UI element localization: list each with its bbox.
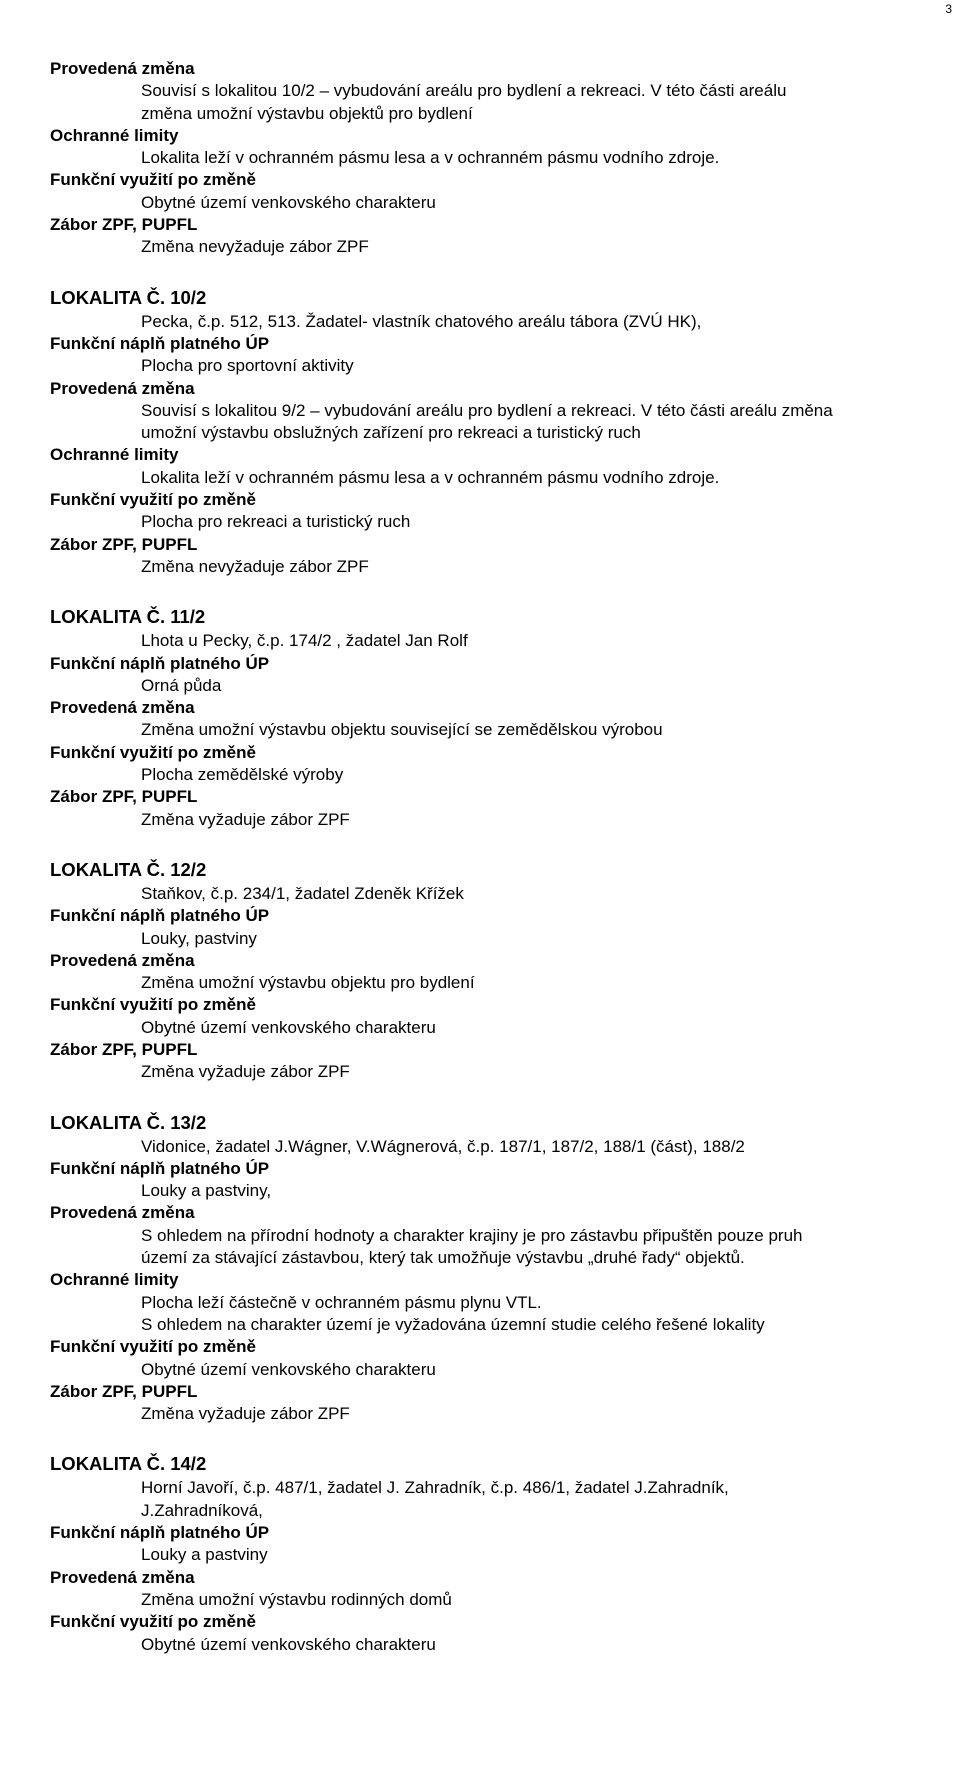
section-label-zabor: Zábor ZPF, PUPFL (50, 534, 198, 554)
text-line: Plocha zemědělské výroby (141, 765, 344, 785)
text-line: S ohledem na přírodní hodnoty a charakter krajiny je pro zástavbu připuštěn pouze pruh (141, 1225, 803, 1245)
section-label-ochranne-limity: Ochranné limity (50, 125, 179, 145)
locality-heading: LOKALITA Č. 12/2 (50, 858, 207, 880)
text-line: území za stávající zástavbou, který tak umožňuje výstavbu „druhé řady“ objektů. (141, 1248, 745, 1268)
section-label-zabor: Zábor ZPF, PUPFL (50, 1381, 198, 1401)
text-line: Změna umožní výstavbu objektu související se zemědělskou výrobou (141, 720, 663, 740)
text-line: Obytné území venkovského charakteru (141, 192, 436, 212)
section-label-provedena-zmena: Provedená změna (50, 59, 195, 78)
text-line: Změna vyžaduje zábor ZPF (141, 809, 350, 829)
section-label-zabor: Zábor ZPF, PUPFL (50, 787, 198, 807)
locality-heading: LOKALITA Č. 14/2 (50, 1453, 207, 1475)
locality-heading: LOKALITA Č. 13/2 (50, 1111, 207, 1133)
text-line: Louky a pastviny, (141, 1181, 272, 1201)
text-line: Souvisí s lokalitou 10/2 – vybudování areálu pro bydlení a rekreaci. V této části areálu (141, 81, 787, 101)
text-line: Změna vyžaduje zábor ZPF (141, 1404, 350, 1424)
section-label-funkcni-vyuziti: Funkční využití po změně (50, 490, 256, 510)
text-line: Obytné území venkovského charakteru (141, 1017, 436, 1037)
section-label-funkcni-napln: Funkční náplň platného ÚP (50, 653, 270, 673)
text-line: Louky a pastviny (141, 1545, 268, 1565)
text-line: Změna umožní výstavbu rodinných domů (141, 1589, 452, 1609)
text-line: Lokalita leží v ochranném pásmu lesa a v ochranném pásmu vodního zdroje. (141, 148, 720, 168)
locality-heading: LOKALITA Č. 10/2 (50, 286, 207, 308)
section-label-funkcni-napln: Funkční náplň platného ÚP (50, 1158, 270, 1178)
section-label-provedena-zmena: Provedená změna (50, 1567, 195, 1587)
section-label-funkcni-vyuziti: Funkční využití po změně (50, 170, 256, 190)
text-line: Louky, pastviny (141, 928, 257, 948)
locality-heading: LOKALITA Č. 11/2 (50, 606, 206, 628)
section-label-ochranne-limity: Ochranné limity (50, 445, 179, 465)
section-label-zabor: Zábor ZPF, PUPFL (50, 215, 198, 235)
section-label-funkcni-vyuziti: Funkční využití po změně (50, 742, 256, 762)
text-line: Souvisí s lokalitou 9/2 – vybudování areálu pro bydlení a rekreaci. V této části areálu změna (141, 400, 833, 420)
locality-intro: J.Zahradníková, (141, 1500, 263, 1520)
section-label-funkcni-napln: Funkční náplň platného ÚP (50, 906, 270, 926)
locality-intro: Staňkov, č.p. 234/1, žadatel Zdeněk Křížek (141, 883, 464, 903)
text-line: Orná půda (141, 675, 222, 695)
locality-intro: Lhota u Pecky, č.p. 174/2 , žadatel Jan Rolf (141, 631, 468, 651)
section-label-funkcni-vyuziti: Funkční využití po změně (50, 1337, 256, 1357)
text-line: Změna vyžaduje zábor ZPF (141, 1062, 350, 1082)
locality-intro: Vidonice, žadatel J.Wágner, V.Wágnerová, č.p. 187/1, 187/2, 188/1 (část), 188/2 (141, 1136, 745, 1156)
section-label-zabor: Zábor ZPF, PUPFL (50, 1039, 198, 1059)
section-label-funkcni-napln: Funkční náplň platného ÚP (50, 1523, 270, 1543)
text-line: Plocha pro sportovní aktivity (141, 356, 354, 376)
text-line: S ohledem na charakter území je vyžadována územní studie celého řešené lokality (141, 1314, 765, 1334)
text-line: změna umožní výstavbu objektů pro bydlení (141, 103, 473, 123)
text-line: Změna umožní výstavbu objektu pro bydlení (141, 973, 475, 993)
section-label-funkcni-napln: Funkční náplň platného ÚP (50, 333, 270, 353)
section-label-ochranne-limity: Ochranné limity (50, 1270, 179, 1290)
section-label-provedena-zmena: Provedená změna (50, 1203, 195, 1223)
text-line: Lokalita leží v ochranném pásmu lesa a v ochranném pásmu vodního zdroje. (141, 467, 720, 487)
page-number: 3 (945, 2, 952, 16)
text-line: Obytné území venkovského charakteru (141, 1634, 436, 1654)
text-line: Obytné území venkovského charakteru (141, 1359, 436, 1379)
section-label-provedena-zmena: Provedená změna (50, 698, 195, 718)
section-label-funkcni-vyuziti: Funkční využití po změně (50, 1612, 256, 1632)
section-label-provedena-zmena: Provedená změna (50, 950, 195, 970)
document-body (50, 58, 940, 1656)
locality-intro: Horní Javoří, č.p. 487/1, žadatel J. Zahradník, č.p. 486/1, žadatel J.Zahradník, (141, 1478, 729, 1498)
text-line: Plocha leží částečně v ochranném pásmu plynu VTL. (141, 1292, 542, 1312)
section-label-funkcni-vyuziti: Funkční využití po změně (50, 995, 256, 1015)
text-line: Změna nevyžaduje zábor ZPF (141, 556, 369, 576)
text-line: umožní výstavbu obslužných zařízení pro rekreaci a turistický ruch (141, 423, 641, 443)
section-label-provedena-zmena: Provedená změna (50, 378, 195, 398)
locality-intro: Pecka, č.p. 512, 513. Žadatel- vlastník chatového areálu tábora (ZVÚ HK), (141, 311, 702, 331)
text-line: Změna nevyžaduje zábor ZPF (141, 237, 369, 257)
text-line: Plocha pro rekreaci a turistický ruch (141, 512, 411, 532)
